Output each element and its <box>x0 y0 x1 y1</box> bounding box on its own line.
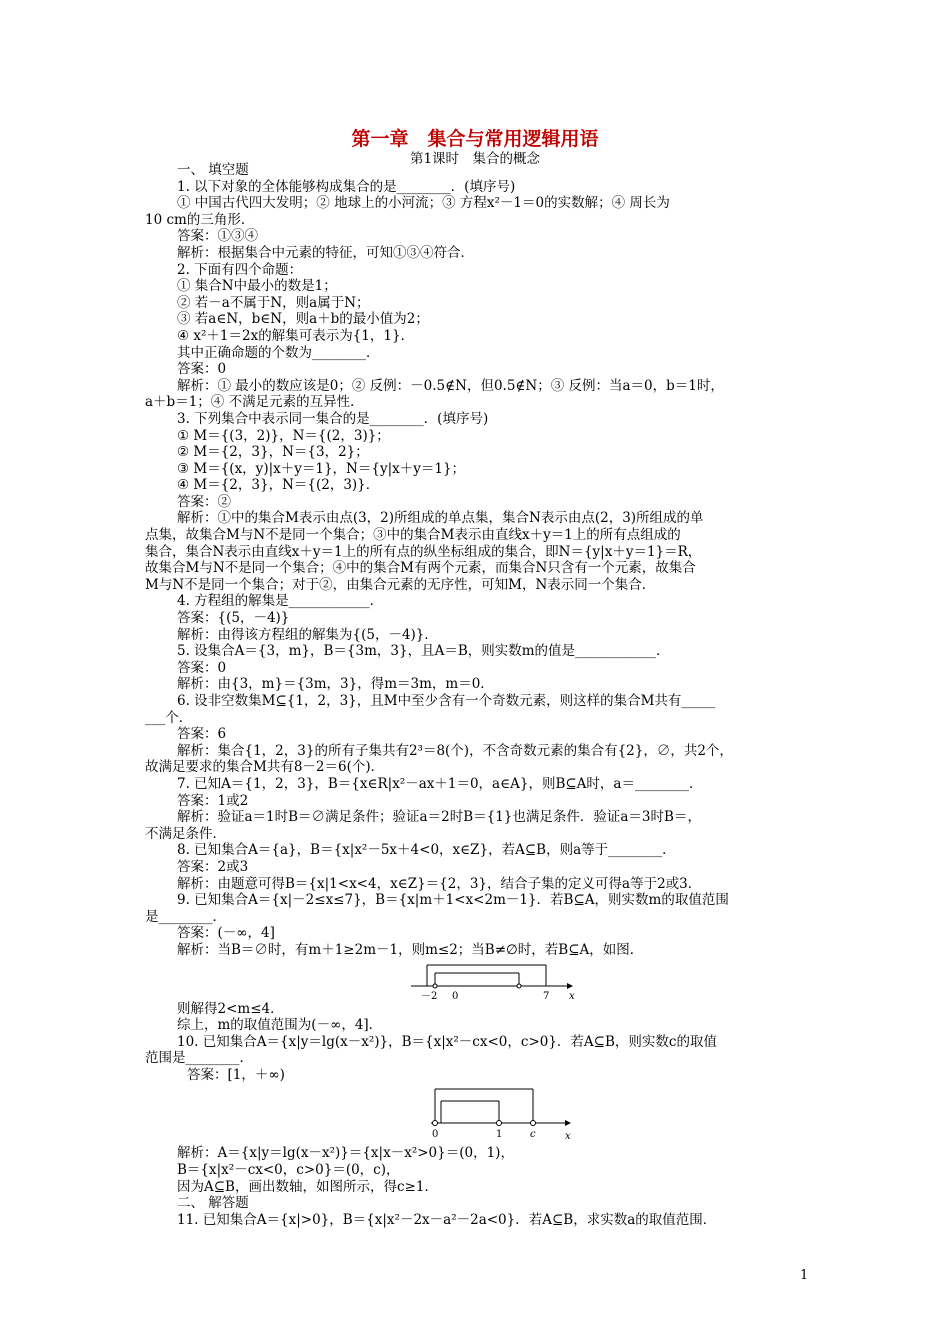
analysis-line: 解析：由得该方程组的解集为{(5，－4)}． <box>177 626 438 643</box>
question-line: 2. 下面有四个命题： <box>177 261 303 278</box>
question-line: ④ M＝{2，3}，N＝{(2，3)}． <box>177 477 380 494</box>
question-line: 9. 已知集合A＝{x|－2≤x≤7}，B＝{x|m＋1<x<2m－1}．若B⊆A，则实数m的取值范围 <box>177 892 729 909</box>
figure-1-open-point <box>433 984 437 988</box>
question-line: 是________． <box>145 908 226 925</box>
answer-line: 答案：2或3 <box>177 858 249 875</box>
content-body <box>145 162 817 1228</box>
question-line: 范围是________． <box>145 1050 253 1067</box>
question-line: 3. 下列集合中表示同一集合的是________．(填序号) <box>177 410 489 427</box>
analysis-line: 解析：①中的集合M表示由点(3，2)所组成的单点集，集合N表示由点(2，3)所组成的单 <box>177 510 704 527</box>
analysis-line: 故集合M与N不是同一个集合；④中的集合M有两个元素，而集合N只含有一个元素，故集合 <box>145 560 696 577</box>
question-line: ① 中国古代四大发明；② 地球上的小河流；③ 方程x²－1＝0的实数解；④ 周长为 <box>177 195 670 212</box>
question-line: ④ x²＋1＝2x的解集可表示为{1，1}． <box>177 327 415 344</box>
section-heading: 二、 解答题 <box>177 1195 249 1212</box>
analysis-line: 不满足条件． <box>145 825 226 842</box>
figure-2-tick-label: 0 <box>432 1129 439 1141</box>
analysis-line: 综上，m的取值范围为(－∞，4]． <box>177 1017 383 1034</box>
analysis-line: 解析：当B＝∅时，有m＋1≥2m－1，则m≤2；当B≠∅时，若B⊆A，如图． <box>177 941 644 958</box>
question-line: 4. 方程组的解集是____________． <box>177 593 384 610</box>
page-number: 1 <box>800 1268 809 1283</box>
answer-line: 答案：0 <box>177 659 227 676</box>
number-line-figure-2 <box>427 1083 577 1145</box>
question-line: ③ M＝{(x，y)|x＋y＝1}，N＝{y|x＋y＝1}； <box>177 460 466 477</box>
analysis-line: 解析：由{3，m}＝{3m，3}，得m＝3m，m＝0． <box>177 676 494 693</box>
question-line: 6. 设非空数集M⊆{1，2，3}，且M中至少含有一个奇数元素，则这样的集合M共有_____ <box>177 693 716 709</box>
figure-2-axis-label: x <box>565 1131 571 1143</box>
figure-1-open-point <box>517 984 521 988</box>
analysis-line: 解析：A＝{x|y＝lg(x－x²)}＝{x|x－x²>0}＝(0，1)， <box>177 1145 514 1162</box>
question-line: 5. 设集合A＝{3，m}，B＝{3m，3}，且A＝B，则实数m的值是____________． <box>177 643 670 660</box>
analysis-line: 集合，集合N表示由直线x＋y＝1上的所有点的纵坐标组成的集合，即N＝{y|x＋y＝1}＝R， <box>145 543 702 560</box>
question-line: 11. 已知集合A＝{x|>0}，B＝{x|x²－2x－a²－2a<0}．若A⊆B，求实数a的取值范围． <box>177 1211 717 1228</box>
figure-1-axis-label: x <box>569 990 575 1001</box>
answer-line: 答案：{(5，－4)} <box>177 610 290 627</box>
answer-line: 答案：0 <box>177 361 227 378</box>
analysis-line: 解析：根据集合中元素的特征，可知①③④符合． <box>177 244 474 261</box>
question-line: 10. 已知集合A＝{x|y＝lg(x－x²)}，B＝{x|x²－cx<0，c>0}．若A⊆B，则实数c的取值 <box>177 1033 717 1050</box>
figure-2-tick-label: c <box>530 1129 536 1141</box>
question-line: ① 集合N中最小的数是1； <box>177 278 337 295</box>
figure-2-open-point <box>531 1121 536 1126</box>
analysis-line: 因为A⊆B，画出数轴，如图所示，得c≥1． <box>177 1178 438 1195</box>
analysis-line: 故满足要求的集合M共有8－2＝6(个)． <box>145 759 385 776</box>
question-line: ① M＝{(3，2)}，N＝{(2，3)}； <box>177 427 390 444</box>
analysis-line: 点集，故集合M与N不是同一个集合；③中的集合M表示由直线x＋y＝1上的所有点组成的 <box>145 527 681 544</box>
analysis-line: a＋b＝1；④ 不满足元素的互异性． <box>145 394 364 411</box>
question-line: 8. 已知集合A＝{a}，B＝{x|x²－5x＋4<0，x∈Z}，若A⊆B，则a等于________． <box>177 842 676 859</box>
question-line: ② 若－a不属于N，则a属于N； <box>177 294 370 311</box>
question-line: 10 cm的三角形． <box>145 211 255 228</box>
analysis-line: 解析：验证a＝1时B＝∅满足条件；验证a＝2时B＝{1}也满足条件．验证a＝3时B＝， <box>177 809 701 826</box>
question-line: 1. 以下对象的全体能够构成集合的是________．(填序号) <box>177 178 516 195</box>
answer-line: 答案：② <box>177 493 231 510</box>
answer-line: 答案：1或2 <box>177 792 249 809</box>
question-line: 7. 已知A＝{1，2，3}，B＝{x∈R|x²－ax＋1＝0，a∈A}，则B⊆A时，a＝________． <box>177 775 703 792</box>
analysis-line: 解析：由题意可得B＝{x|1<x<4，x∈Z}＝{2，3}，结合子集的定义可得a等于2或3． <box>177 875 702 892</box>
figure-1-tick-label: 7 <box>543 990 550 1001</box>
figure-1-tick-label: 0 <box>452 990 459 1001</box>
question-line: ③ 若a∈N，b∈N，则a＋b的最小值为2； <box>177 311 429 328</box>
chapter-title: 第一章 集合与常用逻辑用语 <box>351 128 599 150</box>
analysis-line: 解析：① 最小的数应该是0；② 反例：－0.5∉N，但0.5∉N；③ 反例：当a＝0，b＝1时， <box>177 377 724 394</box>
lesson-subtitle: 第1课时 集合的概念 <box>409 151 541 167</box>
answer-line: 答案：[1，＋∞) <box>187 1066 285 1083</box>
figure-2-open-point <box>497 1121 502 1126</box>
answer-line: 答案：6 <box>177 726 227 743</box>
figure-2-arrow <box>565 1120 571 1126</box>
answer-line: 答案：(－∞，4] <box>177 925 275 942</box>
figure-2-tick-label: 1 <box>496 1129 503 1141</box>
figure-1-tick-label: －2 <box>421 990 438 1001</box>
analysis-line: 则解得2<m≤4． <box>177 1000 284 1017</box>
analysis-line: B＝{x|x²－cx<0，c>0}＝(0，c)， <box>177 1162 400 1179</box>
question-line: 其中正确命题的个数为________． <box>177 344 380 361</box>
figure-2-open-point <box>433 1121 438 1126</box>
question-line: ② M＝{2，3}，N＝{3，2}； <box>177 444 369 461</box>
number-line-figure-1 <box>407 959 577 1001</box>
figure-1-arrow <box>567 983 573 989</box>
analysis-line: M与N不是同一个集合；对于②，由集合元素的无序性，可知M，N表示同一个集合． <box>145 576 656 593</box>
answer-line: 答案：①③④ <box>177 228 258 245</box>
section-heading: 一、 填空题 <box>177 162 249 178</box>
question-line: ___个． <box>145 709 193 726</box>
analysis-line: 解析：集合{1，2，3}的所有子集共有2³＝8(个)，不含奇数元素的集合有{2}，∅，共2个， <box>177 742 733 759</box>
